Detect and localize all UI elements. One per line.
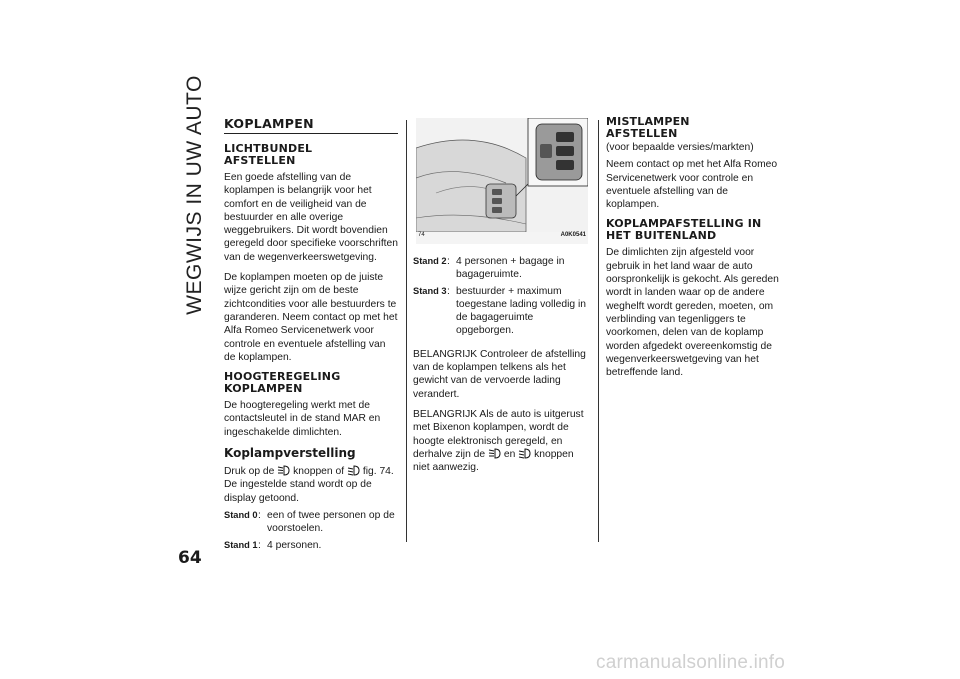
subheading-koplampverstelling: Koplampverstelling (224, 446, 356, 461)
text: en (503, 448, 516, 460)
subheading-koplampafstelling-buitenland: KOPLAMPAFSTELLING IN HET BUITENLAND (606, 217, 762, 242)
text: knoppen of (293, 466, 345, 478)
paragraph-belangrijk: BELANGRIJK Controleer de afstelling van de koplampen telkens als het gewicht van de vervoerde lading verandert. (413, 348, 586, 400)
paragraph: De dimlichten zijn afgesteld voor gebruik in het land waar de auto oorspronkelijk is gekocht. Als gereden wordt in landen waar op de andere weghelft wordt gereden, moeten, om verblinding van tegenliggers te voorkomen, delen van de koplamp worden afgedekt overeenkomstig de wegenverkeerswetgeving van het betreffende land. (606, 247, 779, 379)
subheading-mistlampen: MISTLAMPEN AFSTELLEN (606, 115, 690, 140)
stand-label: Stand 2 (413, 256, 447, 266)
stand-label: Stand 1 (224, 539, 258, 550)
subheading-lichtbundel: LICHTBUNDEL AFSTELLEN (224, 142, 313, 167)
section-heading-koplampen: KOPLAMPEN (224, 116, 314, 131)
column-divider-left (406, 120, 407, 542)
column-divider-right (598, 120, 599, 542)
text: BELANGRIJK Als de auto is uitgerust met Bixenon koplampen, wordt de hoogte elektronisch geregeld, en derhalve zijn de (413, 408, 584, 460)
figure-ref: fig. 74. (362, 466, 394, 478)
page-number: 64 (178, 548, 202, 568)
paragraph: Neem contact op met het Alfa Romeo Servicenetwerk voor controle en eventuele afstelling van de koplampen. (606, 159, 778, 211)
text: Druk op de (224, 466, 275, 478)
headlamp-up-icon (488, 448, 501, 459)
paragraph: Een goede afstelling van de koplampen is belangrijk voor het comfort en de veiligheid van de bestuurder en alle overige weggebruikers. Dit wordt bovendien geregeld door specifieke voorschriften van de wegenverkeerswetgeving. (224, 172, 399, 263)
heading-rule (224, 133, 398, 134)
paragraph-druk (224, 465, 398, 505)
side-title (170, 75, 220, 315)
stand-label: Stand 0 (224, 509, 258, 520)
column-3 (606, 116, 782, 386)
stand-row: Stand 2 : 4 personen + bagage in bagageruimte. (413, 255, 591, 282)
stand-text: 4 personen. (267, 539, 322, 551)
headlamp-down-icon (347, 465, 360, 476)
stand-row: Stand 0 : een of twee personen op de voorstoelen. (224, 509, 398, 536)
stand-row: Stand 1 : 4 personen. (224, 539, 398, 552)
column-1 (224, 116, 398, 555)
figure-number: 74 (418, 232, 425, 238)
text: De ingestelde stand wordt op de display getoond. (224, 479, 372, 504)
stand-label: Stand 3 (413, 285, 447, 296)
figure-code: A0K0541 (560, 232, 586, 238)
column-2 (413, 255, 591, 481)
stand-row: Stand 3 : bestuurder + maximum toegestane lading volledig in de bagageruimte opgeborgen. (413, 285, 591, 338)
headlamp-down-icon (518, 448, 531, 459)
headlamp-up-icon (277, 465, 290, 476)
paragraph-belangrijk-bixenon (413, 408, 591, 474)
stand-text: een of twee personen op de voorstoelen. (267, 509, 395, 535)
text: knoppen niet aanwezig. (413, 448, 574, 474)
side-title-text: WEGWIJS IN UW AUTO (183, 75, 206, 315)
stand-text: bestuurder + maximum toegestane lading volledig in de bagageruimte opgeborgen. (456, 285, 586, 337)
subheading-hoogteregeling: HOOGTEREGELING KOPLAMPEN (224, 370, 341, 395)
stand-text: 4 personen + bagage in bagageruimte. (456, 256, 565, 281)
dashboard-illustration (416, 118, 588, 232)
paragraph: De koplampen moeten op de juiste wijze gericht zijn om de beste zichtcondities voor alle bestuurders te garanderen. Neem contact op met het Alfa Romeo Servicenetwerk voor controle en eventuele afstelling van de koplampen. (224, 272, 398, 363)
paragraph: De hoogteregeling werkt met de contactsleutel in de stand MAR en ingeschakelde dimlichten. (224, 400, 381, 438)
watermark: carmanualsonline.info (596, 652, 786, 673)
paragraph: (voor bepaalde versies/markten) (606, 142, 754, 153)
figure-headlamp-switch (416, 118, 588, 244)
